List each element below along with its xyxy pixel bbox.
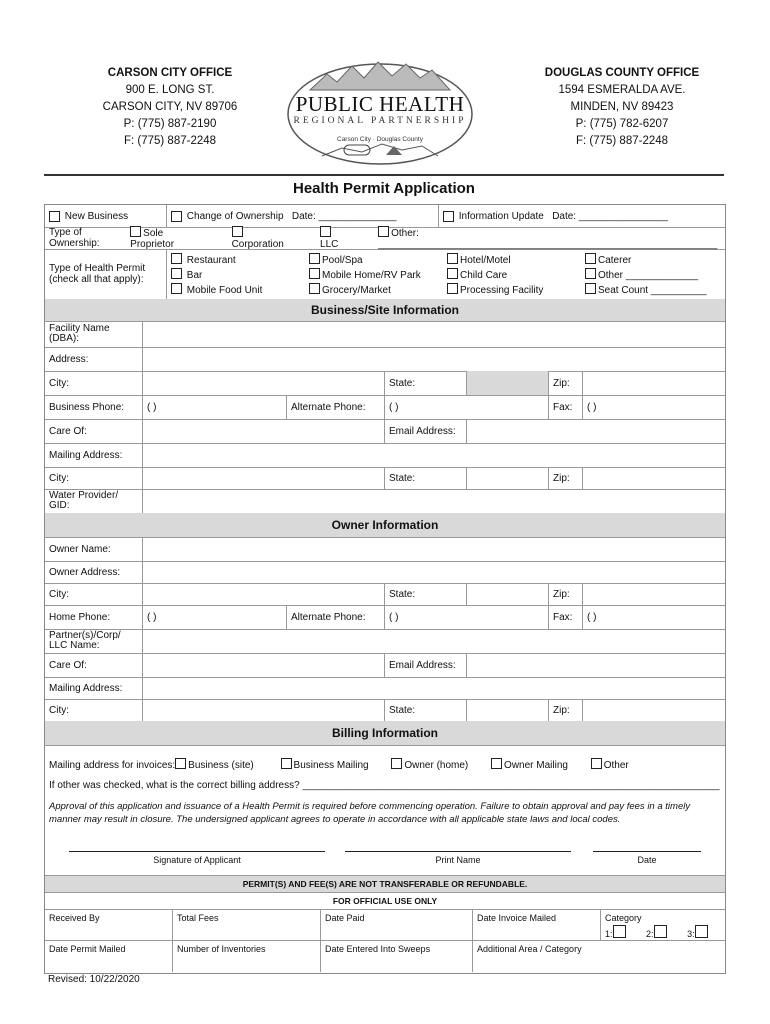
signature-label: Signature of Applicant: [153, 855, 241, 865]
checkbox-icon[interactable]: [613, 925, 626, 938]
checkbox-icon[interactable]: [591, 758, 602, 769]
state-input[interactable]: [467, 371, 549, 395]
office-fax: F: (775) 887-2248: [123, 135, 217, 147]
grocery-option[interactable]: Grocery/Market: [322, 285, 391, 296]
date-field[interactable]: Date: ________________: [552, 210, 668, 222]
category-1-label: 1:: [605, 929, 613, 939]
permit-col-3: [447, 253, 543, 298]
owner-city-row: [45, 583, 725, 606]
mailing-input[interactable]: [143, 443, 725, 467]
checkbox-icon[interactable]: [130, 226, 141, 237]
checkbox-icon[interactable]: [447, 253, 458, 264]
fax-input[interactable]: ( ): [587, 401, 597, 413]
owner-name-label: Owner Name:: [45, 537, 143, 561]
other-permit-option[interactable]: Other _____________: [598, 270, 699, 281]
state-label: State:: [385, 699, 467, 721]
official-row-2: [45, 940, 725, 972]
checkbox-icon[interactable]: [443, 211, 454, 222]
care-of-label: Care Of:: [45, 653, 143, 677]
zip-input[interactable]: [583, 699, 725, 721]
zip-label: Zip:: [549, 583, 583, 605]
checkbox-icon[interactable]: [281, 758, 292, 769]
processing-facility-option[interactable]: Processing Facility: [460, 285, 544, 296]
permit-type-label: [45, 249, 167, 299]
official-use-header: FOR OFFICIAL USE ONLY: [45, 893, 725, 910]
permit-type-label-line2: (check all that apply):: [49, 274, 144, 285]
seat-count-field[interactable]: Seat Count __________: [598, 285, 707, 296]
state-label: State:: [385, 583, 467, 605]
other-ownership-option[interactable]: Other: _____________________________________________________________: [378, 228, 718, 250]
state-label: State:: [385, 467, 467, 489]
approval-statement: Approval of this application and issuance of a Health Permit is required before commencing operation. Failure to obtain approval and pay fees in a timely manner may result in closure. The undersigned applicant agrees to operate in accordance with all applicable state laws and local codes.: [49, 801, 691, 825]
date-line[interactable]: [593, 851, 701, 852]
billing-business-mailing-option[interactable]: Business Mailing: [293, 760, 369, 771]
restaurant-option[interactable]: Restaurant: [186, 255, 236, 266]
billing-options: [49, 758, 721, 771]
office-title: DOUGLAS COUNTY OFFICE: [544, 67, 700, 79]
zip-label: Zip:: [549, 467, 583, 489]
city-label: City:: [45, 583, 143, 605]
checkbox-icon[interactable]: [309, 283, 320, 294]
ownership-row: [45, 227, 725, 250]
zip-input[interactable]: [583, 371, 725, 395]
checkbox-icon[interactable]: [585, 268, 596, 279]
permit-type-label-line1: Type of Health Permit: [49, 263, 146, 274]
zip-input[interactable]: [583, 467, 725, 489]
date-entered-field[interactable]: Date Entered Into Sweeps: [321, 940, 473, 972]
douglas-county-office: [522, 65, 722, 150]
billing-section-header: Billing Information: [45, 721, 725, 746]
checkbox-icon[interactable]: [491, 758, 502, 769]
checkbox-icon[interactable]: [309, 268, 320, 279]
billing-other-option[interactable]: Other: [603, 760, 629, 771]
checkbox-icon[interactable]: [171, 268, 182, 279]
fax-label: Fax:: [549, 605, 583, 629]
owner-mailing-city-row: [45, 699, 725, 722]
checkbox-icon[interactable]: [447, 283, 458, 294]
state-input[interactable]: [467, 699, 549, 721]
billing-business-site-option[interactable]: Business (site): [188, 760, 254, 771]
zip-label: Zip:: [549, 371, 583, 395]
bar-option[interactable]: Bar: [186, 270, 203, 281]
checkbox-icon[interactable]: [654, 925, 667, 938]
change-ownership-option[interactable]: [167, 205, 439, 227]
facility-input[interactable]: [143, 321, 725, 347]
office-address2: MINDEN, NV 89423: [570, 101, 674, 113]
option-label: Information Update: [458, 210, 544, 222]
checkbox-icon[interactable]: [585, 253, 596, 264]
partner-row: [45, 629, 725, 654]
not-transferable-notice: PERMIT(S) AND FEE(S) ARE NOT TRANSFERABLE OR REFUNDABLE.: [45, 875, 725, 893]
ownership-cell: [45, 227, 725, 249]
logo-city-line: Carson City · Douglas County: [337, 136, 423, 143]
business-section-header: Business/Site Information: [45, 299, 725, 322]
home-phone-label: Home Phone:: [45, 605, 143, 629]
care-of-input[interactable]: [143, 419, 385, 443]
care-of-label: Care Of:: [45, 419, 143, 443]
owner-name-input[interactable]: [143, 537, 725, 561]
fax-input[interactable]: ( ): [587, 611, 597, 623]
state-input[interactable]: [467, 583, 549, 605]
public-health-logo: [282, 52, 478, 166]
city-input[interactable]: [143, 699, 385, 721]
signature-line[interactable]: [69, 851, 325, 852]
permit-col-4: [585, 253, 706, 298]
logo-title: PUBLIC HEALTH: [295, 92, 465, 116]
child-care-option[interactable]: Child Care: [460, 270, 508, 281]
office-address1: 1594 ESMERALDA AVE.: [558, 84, 686, 96]
office-address2: CARSON CITY, NV 89706: [102, 101, 238, 113]
state-input[interactable]: [467, 467, 549, 489]
office-address1: 900 E. LONG ST.: [125, 84, 215, 96]
owner-address-input[interactable]: [143, 561, 725, 583]
phone-row: [45, 395, 725, 420]
date-paid-field[interactable]: Date Paid: [321, 910, 473, 940]
form-title: Health Permit Application: [293, 180, 475, 197]
address-label: Address:: [45, 347, 143, 371]
mailing-city-row: [45, 467, 725, 490]
partner-label: Partner(s)/Corp/ LLC Name:: [45, 629, 143, 653]
llc-option[interactable]: LLC: [320, 239, 339, 250]
checkbox-icon[interactable]: [391, 758, 402, 769]
header-divider: [44, 174, 724, 176]
business-phone-input[interactable]: ( ): [143, 395, 287, 419]
city-input[interactable]: [143, 371, 385, 395]
city-label: City:: [45, 467, 143, 489]
checkbox-icon[interactable]: [171, 253, 182, 264]
billing-owner-mailing-option[interactable]: Owner Mailing: [504, 760, 568, 771]
owner-name-row: [45, 537, 725, 562]
owner-address-label: Owner Address:: [45, 561, 143, 583]
city-label: City:: [45, 371, 143, 395]
mailing-label: Mailing Address:: [45, 677, 143, 699]
new-business-option[interactable]: [45, 205, 167, 227]
checkbox-icon[interactable]: [695, 925, 708, 938]
mailing-row: [45, 443, 725, 468]
pool-spa-option[interactable]: Pool/Spa: [322, 255, 363, 266]
zip-input[interactable]: [583, 583, 725, 605]
city-input[interactable]: [143, 583, 385, 605]
checkbox-icon[interactable]: [171, 283, 182, 294]
corporation-option[interactable]: Corporation: [231, 239, 284, 250]
billing-other-question[interactable]: If other was checked, what is the correct billing address? ___________________________________________________________________________: [49, 780, 720, 791]
category-3-label: 3:: [687, 929, 695, 939]
checkbox-icon[interactable]: [171, 211, 182, 222]
hotel-motel-option[interactable]: Hotel/Motel: [460, 255, 511, 266]
care-of-input[interactable]: [143, 653, 385, 677]
business-phone-label: Business Phone:: [45, 395, 143, 419]
water-label: Water Provider/ GID:: [45, 489, 143, 513]
fax-label: Fax:: [549, 395, 583, 419]
mobile-food-unit-option[interactable]: Mobile Food Unit: [186, 285, 263, 296]
billing-mailing-label: Mailing address for invoices:: [49, 760, 176, 771]
checkbox-icon[interactable]: [175, 758, 186, 769]
permit-col-2: [309, 253, 421, 298]
checkbox-icon[interactable]: [309, 253, 320, 264]
checkbox-icon[interactable]: [447, 268, 458, 279]
official-row-1: [45, 910, 725, 941]
date-field[interactable]: Date: ______________: [291, 210, 397, 222]
alt-phone-label: Alternate Phone:: [287, 395, 385, 419]
carson-city-office: [70, 65, 270, 150]
category-2-label: 2:: [646, 929, 654, 939]
sole-proprietor-option[interactable]: Sole Proprietor: [130, 228, 175, 250]
state-label: State:: [385, 371, 467, 395]
email-label: Email Address:: [385, 653, 467, 677]
address-row: [45, 347, 725, 372]
category-boxes: [605, 925, 721, 939]
permit-col-1: [171, 253, 262, 298]
checkbox-icon[interactable]: [49, 211, 60, 222]
owner-care-of-row: [45, 653, 725, 678]
owner-phone-row: [45, 605, 725, 630]
home-phone-input[interactable]: ( ): [143, 605, 287, 629]
application-form: [44, 204, 726, 974]
city-row: [45, 371, 725, 396]
owner-mailing-row: [45, 677, 725, 700]
zip-label: Zip:: [549, 699, 583, 721]
address-input[interactable]: [143, 347, 725, 371]
alt-phone-input[interactable]: ( ): [385, 395, 549, 419]
water-input[interactable]: [143, 489, 725, 513]
logo-subtitle: REGIONAL PARTNERSHIP: [293, 116, 467, 126]
office-phone: P: (775) 887-2190: [123, 118, 217, 130]
option-label: New Business: [64, 210, 129, 222]
permit-type-row: [45, 249, 725, 300]
water-row: [45, 489, 725, 514]
owner-section-header: Owner Information: [45, 513, 725, 538]
application-type-row: [45, 205, 725, 228]
email-input[interactable]: [467, 419, 725, 443]
partner-input[interactable]: [143, 629, 725, 653]
date-permit-mailed-field[interactable]: Date Permit Mailed: [45, 940, 173, 972]
mailing-input[interactable]: [143, 677, 725, 699]
option-label: Change of Ownership: [186, 210, 284, 222]
office-fax: F: (775) 887-2248: [575, 135, 669, 147]
checkbox-icon[interactable]: [320, 226, 331, 237]
email-input[interactable]: [467, 653, 725, 677]
city-label: City:: [45, 699, 143, 721]
email-label: Email Address:: [385, 419, 467, 443]
billing-owner-home-option[interactable]: Owner (home): [404, 760, 469, 771]
care-of-row: [45, 419, 725, 444]
facility-label: Facility Name (DBA):: [45, 321, 143, 347]
revised-date: Revised: 10/22/2020: [48, 974, 140, 985]
owner-address-row: [45, 561, 725, 584]
city-input[interactable]: [143, 467, 385, 489]
checkbox-icon[interactable]: [378, 226, 389, 237]
alt-phone-input[interactable]: ( ): [385, 605, 549, 629]
checkbox-icon[interactable]: [232, 226, 243, 237]
facility-row: [45, 321, 725, 348]
ownership-label: Type of Ownership:: [49, 227, 100, 249]
print-name-line[interactable]: [345, 851, 571, 852]
print-name-label: Print Name: [435, 855, 481, 865]
date-label: Date: [637, 855, 657, 865]
alt-phone-label: Alternate Phone:: [287, 605, 385, 629]
date-invoice-field[interactable]: Date Invoice Mailed: [473, 910, 601, 940]
inventories-field[interactable]: Number of Inventories: [173, 940, 321, 972]
mobile-home-option[interactable]: Mobile Home/RV Park: [322, 270, 421, 281]
checkbox-icon[interactable]: [585, 283, 596, 294]
caterer-option[interactable]: Caterer: [598, 255, 632, 266]
additional-area-field[interactable]: Additional Area / Category: [477, 944, 582, 954]
total-fees-field[interactable]: Total Fees: [173, 910, 321, 940]
mailing-label: Mailing Address:: [45, 443, 143, 467]
received-by-field[interactable]: Received By: [45, 910, 173, 940]
category-label: Category: [605, 913, 642, 923]
office-title: CARSON CITY OFFICE: [107, 67, 233, 79]
information-update-option[interactable]: [439, 205, 725, 227]
office-phone: P: (775) 782-6207: [575, 118, 669, 130]
